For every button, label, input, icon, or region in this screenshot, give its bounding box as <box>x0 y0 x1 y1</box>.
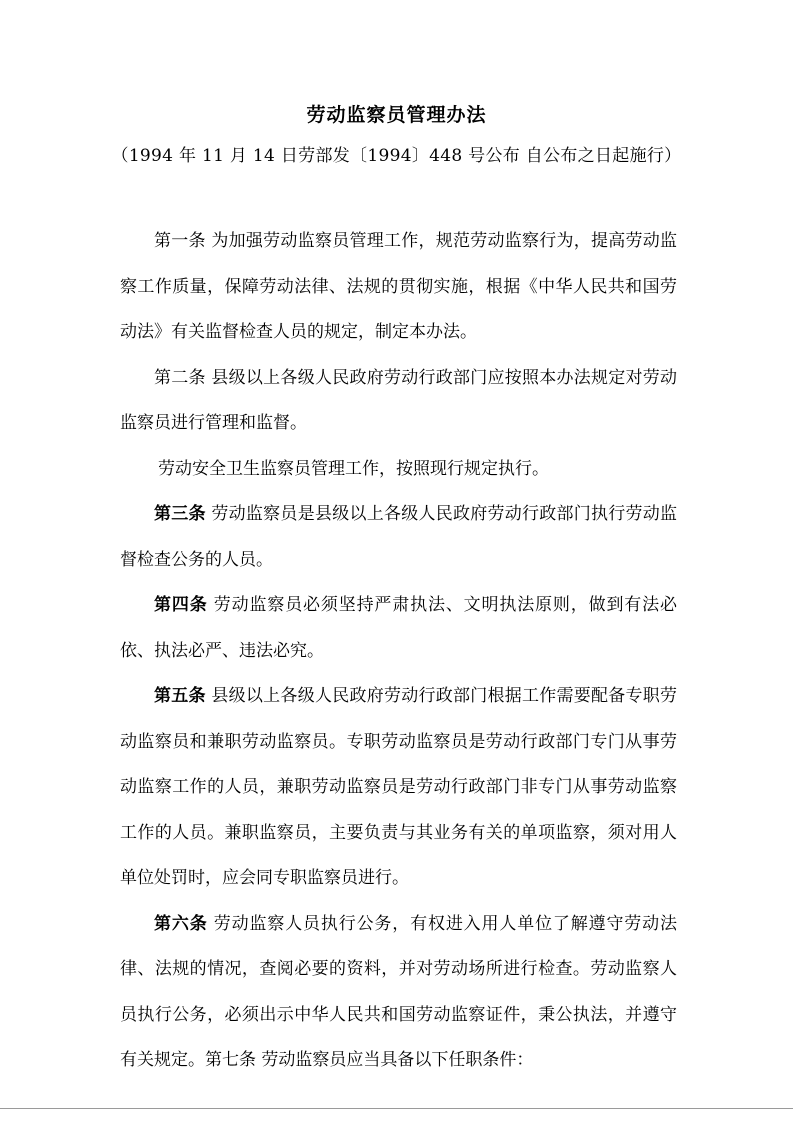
article-2 <box>120 356 677 447</box>
article-2-note <box>120 447 677 493</box>
article-5-text: 县级以上各级人民政府劳动行政部门根据工作需要配备专职劳动监察员和兼职劳动监察员。专职劳动监察员是劳动行政部门专门从事劳动监察工作的人员，兼职劳动监察员是劳动行政部门非专门从事劳动监察工作的人员。兼职监察员，主要负责与其业务有关的单项监察，须对用人单位处罚时，应会同专职监察员进行。 <box>120 686 678 888</box>
article-1-text: 为加强劳动监察员管理工作，规范劳动监察行为，提高劳动监察工作质量，保障劳动法律、法规的贯彻实施，根据《中华人民共和国劳动法》有关监督检查人员的规定，制定本办法。 <box>120 231 678 342</box>
article-6-heading: 第六条 <box>154 913 208 934</box>
article-1 <box>120 219 677 356</box>
document-subtitle: （1994 年 11 月 14 日劳部发〔1994〕448 号公布 自公布之日起施行） <box>111 146 682 166</box>
article-6-text: 劳动监察人员执行公务，有权进入用人单位了解遵守劳动法律、法规的情况，查阅必要的资料，并对劳动场所进行检查。劳动监察人员执行公务，必须出示中华人民共和国劳动监察证件，秉公执法，并遵守有关规定。第七条 劳动监察员应当具备以下任职条件： <box>120 913 677 1070</box>
article-6 <box>120 902 677 1084</box>
article-3-heading: 第三条 <box>154 504 206 524</box>
article-2-text: 县级以上各级人民政府劳动行政部门应按照本办法规定对劳动监察员进行管理和监督。 <box>120 367 678 433</box>
document-body <box>120 219 677 1084</box>
article-4 <box>120 583 677 674</box>
article-3 <box>120 492 677 583</box>
article-1-heading: 第一条 <box>154 231 206 251</box>
article-4-text: 劳动监察员必须坚持严肃执法、文明执法原则，做到有法必依、执法必严、违法必究。 <box>120 595 677 661</box>
article-2-heading: 第二条 <box>154 367 206 388</box>
article-4-heading: 第四条 <box>154 595 208 615</box>
article-5-heading: 第五条 <box>154 686 206 706</box>
article-2-note-text: 劳动安全卫生监察员管理工作，按照现行规定执行。 <box>158 458 549 479</box>
document-title: 劳动监察员管理办法 <box>306 104 487 126</box>
article-3-text: 劳动监察员是县级以上各级人民政府劳动行政部门执行劳动监督检查公务的人员。 <box>120 504 678 570</box>
page-bottom-divider <box>0 1108 793 1109</box>
article-5 <box>120 674 677 902</box>
